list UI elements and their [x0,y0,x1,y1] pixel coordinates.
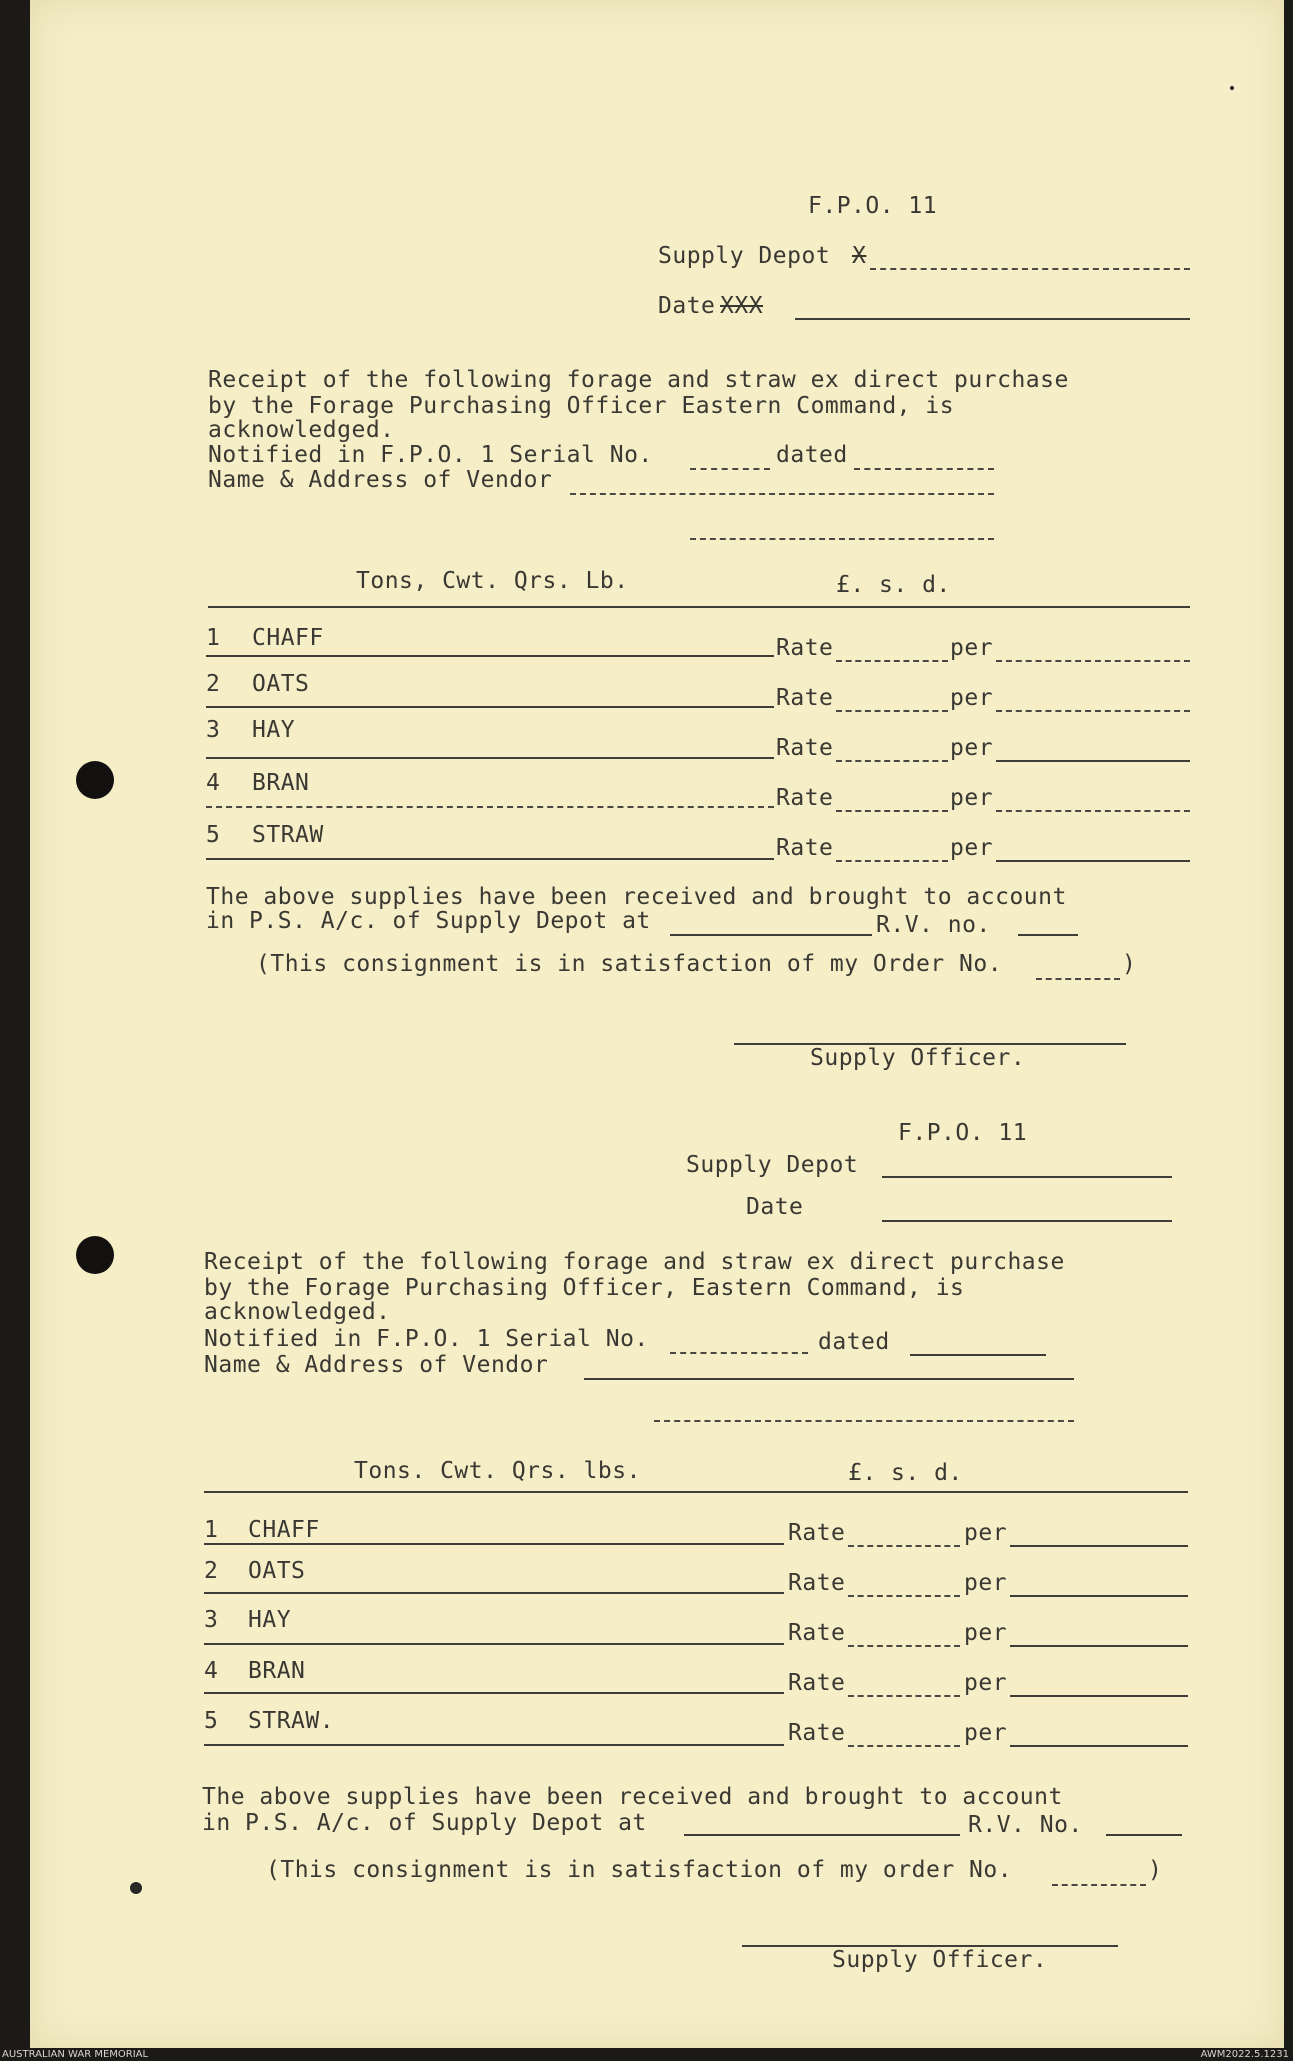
order-no-field[interactable] [1036,978,1120,980]
item-number: 1 [204,1517,219,1543]
consignment-text: (This consignment is in satisfaction of my Order No. [256,951,1003,977]
consignment-close: ) [1148,1857,1163,1883]
supply-depot-field[interactable] [870,268,1190,270]
item-number: 2 [204,1558,219,1584]
rate-label: Rate [788,1670,846,1696]
per-label: per [950,785,994,811]
form-code: F.P.O. 11 [898,1120,1028,1146]
table-header-rule [208,606,1190,608]
supply-officer-label: Supply Officer. [810,1045,1026,1071]
notified-label: Notified in F.P.O. 1 Serial No. [204,1326,649,1352]
item-quantity-field[interactable] [206,858,774,860]
rate-field[interactable] [848,1745,960,1747]
vendor-label: Name & Address of Vendor [208,467,553,493]
vendor-field-2[interactable] [690,538,994,540]
item-quantity-field[interactable] [204,1592,784,1594]
per-field[interactable] [996,760,1190,762]
item-number: 5 [204,1708,219,1734]
item-number: 4 [206,770,221,796]
document-page [30,0,1284,2048]
item-number: 5 [206,822,221,848]
ink-speck [1230,86,1234,90]
per-label: per [950,635,994,661]
item-name: CHAFF [248,1517,320,1543]
rate-field[interactable] [848,1595,960,1597]
item-name: STRAW [252,822,324,848]
date-field[interactable] [882,1220,1172,1222]
order-no-field[interactable] [1052,1884,1146,1886]
item-quantity-field[interactable] [204,1744,784,1746]
date-field[interactable] [795,318,1190,320]
rate-field[interactable] [848,1545,960,1547]
supply-depot-label: Supply Depot [658,243,831,269]
rate-label: Rate [776,735,834,761]
per-field[interactable] [1010,1695,1188,1697]
item-quantity-field[interactable] [204,1643,784,1645]
receipt-text: by the Forage Purchasing Officer Eastern Command, is [208,393,955,419]
dated-field[interactable] [854,468,994,470]
dated-label: dated [818,1329,890,1355]
item-name: BRAN [252,770,310,796]
rate-label: Rate [776,635,834,661]
form-code: F.P.O. 11 [808,193,938,219]
vendor-field[interactable] [570,493,994,495]
rv-field[interactable] [1018,934,1078,936]
receipt-text: Receipt of the following forage and straw ex direct purchase [208,367,1069,393]
per-field[interactable] [1010,1645,1188,1647]
per-label: per [964,1570,1008,1596]
supplies-text: in P.S. A/c. of Supply Depot at [206,908,651,934]
item-name: HAY [248,1607,292,1633]
notified-label: Notified in F.P.O. 1 Serial No. [208,442,653,468]
receipt-text: by the Forage Purchasing Officer, Eastern Command, is [204,1275,965,1301]
item-number: 3 [204,1607,219,1633]
item-quantity-field[interactable] [204,1692,784,1694]
item-number: 3 [206,717,221,743]
item-name: STRAW. [248,1708,335,1734]
supply-officer-label: Supply Officer. [832,1947,1048,1973]
vendor-field-2[interactable] [654,1420,1074,1422]
per-field[interactable] [996,810,1190,812]
per-field[interactable] [996,710,1190,712]
rate-field[interactable] [848,1645,960,1647]
item-quantity-field[interactable] [206,806,774,808]
item-name: BRAN [248,1658,306,1684]
per-label: per [964,1720,1008,1746]
supplies-text: The above supplies have been received and brought to account [202,1784,1063,1810]
table-header-money: £. s. d. [836,572,951,598]
item-name: HAY [252,717,296,743]
item-quantity-field[interactable] [206,706,774,708]
table-header-units: Tons. Cwt. Qrs. lbs. [354,1458,641,1484]
dated-field[interactable] [910,1354,1046,1356]
table-header-units: Tons, Cwt. Qrs. Lb. [356,568,629,594]
dated-label: dated [776,442,848,468]
date-label: Date [746,1194,804,1220]
per-label: per [964,1520,1008,1546]
item-number: 1 [206,625,221,651]
depot-field[interactable] [684,1834,960,1836]
supplies-text: The above supplies have been received and brought to account [206,884,1067,910]
per-label: per [950,735,994,761]
item-number: 4 [204,1658,219,1684]
rate-field[interactable] [836,810,948,812]
item-quantity-field[interactable] [204,1543,784,1545]
depot-field[interactable] [670,934,872,936]
per-label: per [964,1670,1008,1696]
punch-hole-bottom [76,1236,114,1274]
receipt-text: acknowledged. [208,417,395,443]
rate-label: Rate [776,685,834,711]
consignment-text: (This consignment is in satisfaction of my order No. [266,1857,1013,1883]
rate-label: Rate [776,835,834,861]
item-name: OATS [252,671,310,697]
archive-credit: AUSTRALIAN WAR MEMORIAL [2,2049,149,2060]
item-name: CHAFF [252,625,324,651]
rate-field[interactable] [836,710,948,712]
item-name: OATS [248,1558,306,1584]
rv-label: R.V. No. [968,1812,1083,1838]
rate-field[interactable] [836,860,948,862]
per-label: per [950,685,994,711]
archive-reference: AWM2022.5.1231 [1200,2049,1289,2060]
punch-hole-top [76,761,114,799]
rate-label: Rate [788,1520,846,1546]
table-header-rule [204,1491,1188,1493]
rate-label: Rate [788,1620,846,1646]
serial-no-field[interactable] [670,1352,808,1354]
receipt-text: Receipt of the following forage and straw ex direct purchase [204,1249,1065,1275]
date-label: Date [658,293,716,319]
per-label: per [964,1620,1008,1646]
per-field[interactable] [1010,1545,1188,1547]
item-quantity-field[interactable] [206,655,774,657]
rate-field[interactable] [836,760,948,762]
rate-label: Rate [788,1570,846,1596]
vendor-field[interactable] [584,1378,1074,1380]
rate-label: Rate [788,1720,846,1746]
vendor-label: Name & Address of Vendor [204,1352,549,1378]
receipt-text: acknowledged. [204,1299,391,1325]
per-field[interactable] [996,660,1190,662]
rv-field[interactable] [1106,1834,1182,1836]
rate-field[interactable] [836,660,948,662]
per-label: per [950,835,994,861]
per-field[interactable] [1010,1745,1188,1747]
consignment-close: ) [1122,951,1137,977]
serial-no-field[interactable] [690,468,770,470]
per-field[interactable] [996,860,1190,862]
table-header-money: £. s. d. [848,1460,963,1486]
rate-field[interactable] [848,1695,960,1697]
supply-depot-field[interactable] [882,1176,1172,1178]
date-mark: XXX [720,293,764,319]
per-field[interactable] [1010,1595,1188,1597]
item-quantity-field[interactable] [206,757,774,759]
ink-speck [130,1882,142,1894]
item-number: 2 [206,671,221,697]
supplies-text: in P.S. A/c. of Supply Depot at [202,1810,647,1836]
rate-label: Rate [776,785,834,811]
supply-depot-mark: X [852,243,867,269]
supply-depot-label: Supply Depot [686,1152,859,1178]
rv-label: R.V. no. [876,912,991,938]
